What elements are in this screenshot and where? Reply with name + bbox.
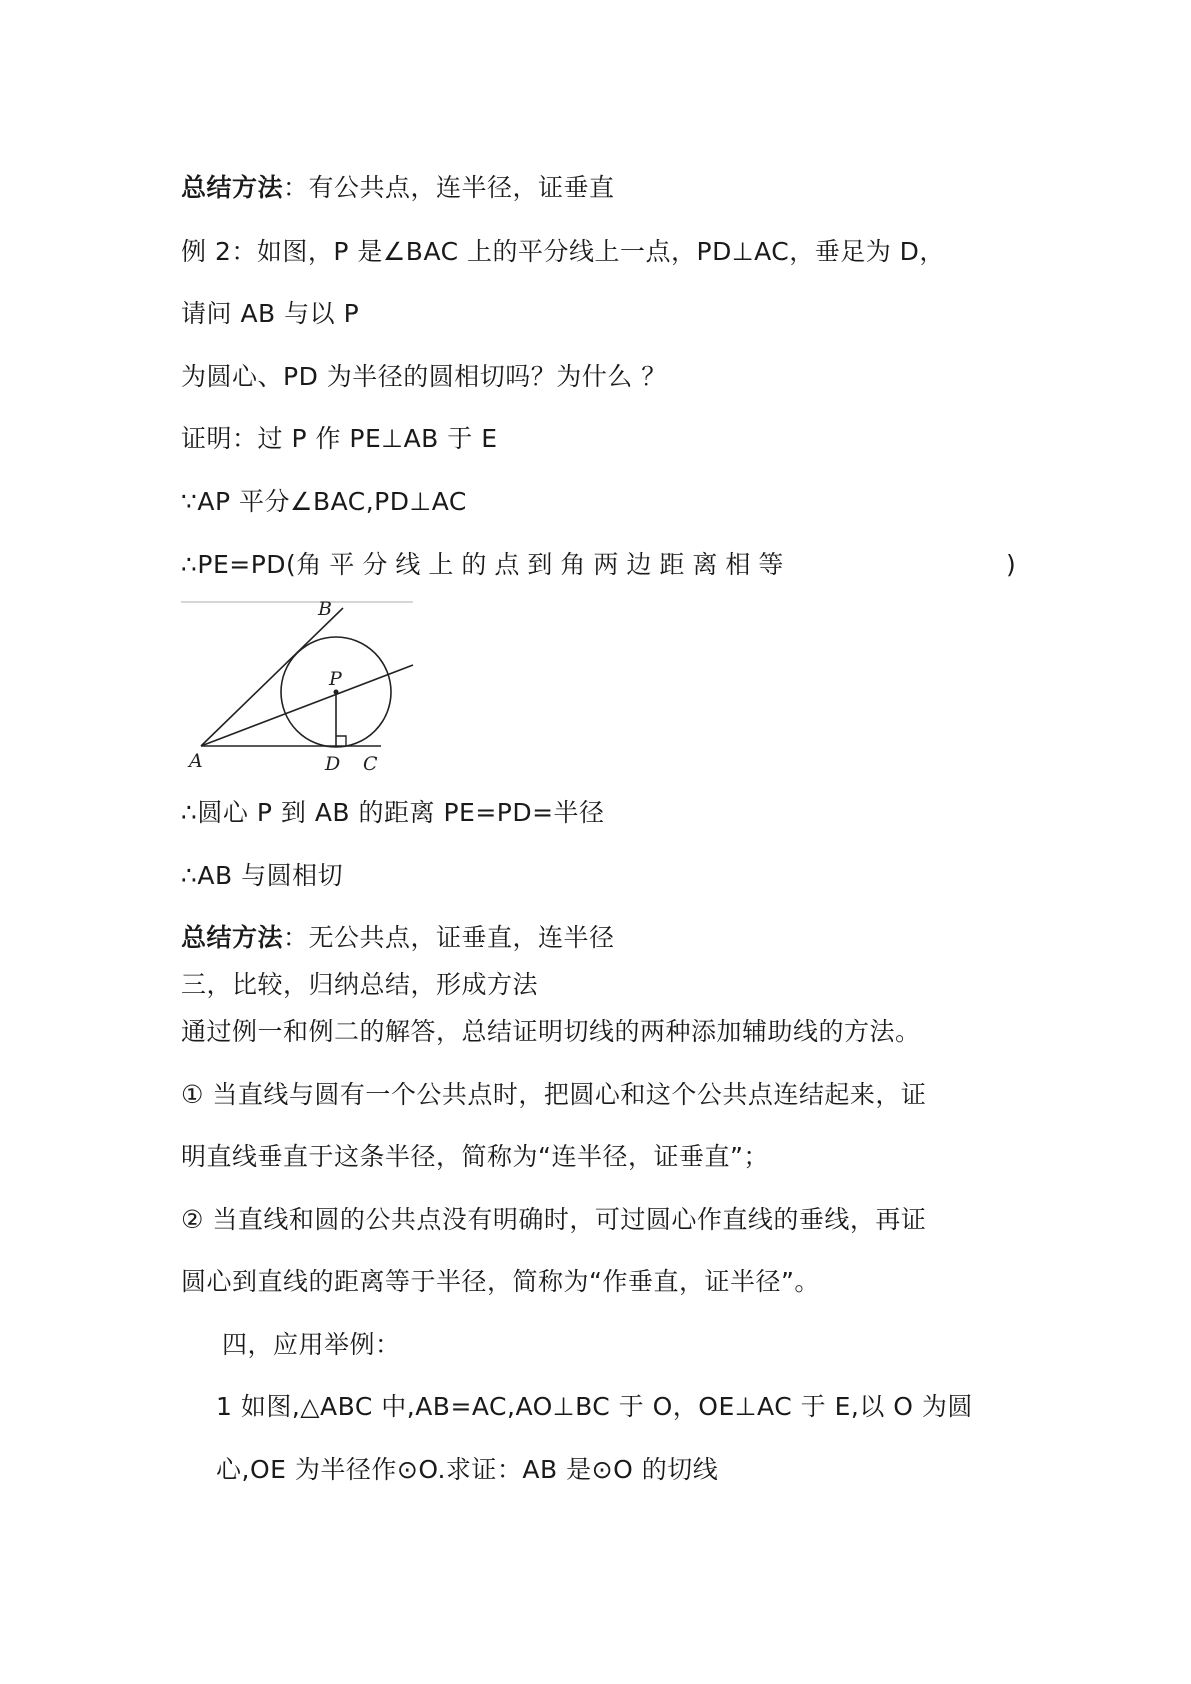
summary-label: 总结方法	[181, 923, 284, 952]
example-2-line-1: 例 2：如图，P 是∠BAC 上的平分线上一点，PD⊥AC，垂足为 D，	[181, 237, 945, 266]
example-2-line-3: 为圆心、PD 为半径的圆相切吗？为什么 ？	[181, 362, 667, 391]
label-c: C	[363, 753, 378, 775]
label-d: D	[325, 753, 341, 775]
label-b: B	[318, 598, 332, 620]
exercise-1-line-2: 心,OE 为半径作⊙O.求证：AB 是⊙O 的切线	[216, 1455, 719, 1484]
summary-method-1	[181, 172, 615, 204]
label-a: A	[189, 750, 203, 772]
proof-line-4: ∴圆心 P 到 AB 的距离 PE=PD=半径	[181, 798, 605, 827]
method-1-line-2: 明直线垂直于这条半径，简称为“连半径，证垂直”；	[181, 1142, 769, 1171]
ray-ab	[201, 608, 343, 746]
paragraph-intro: 通过例一和例二的解答，总结证明切线的两种添加辅助线的方法。	[181, 1017, 921, 1046]
proof-line-5: ∴AB 与圆相切	[181, 861, 344, 890]
label-p: P	[329, 668, 342, 690]
summary-method-2	[181, 922, 615, 954]
section-4-heading: 四，应用举例：	[222, 1330, 401, 1359]
exercise-1-line-1: 1 如图,△ABC 中,AB=AC,AO⊥BC 于 O，OE⊥AC 于 E,以 O 为圆	[216, 1392, 973, 1421]
proof-line-1: 证明：过 P 作 PE⊥AB 于 E	[181, 424, 498, 453]
method-2-line-1: ② 当直线和圆的公共点没有明确时，可过圆心作直线的垂线，再证	[181, 1205, 927, 1234]
summary-label: 总结方法	[181, 173, 284, 202]
summary-text: ：无公共点，证垂直，连半径	[283, 923, 615, 952]
proof-line-2: ∵AP 平分∠BAC,PD⊥AC	[181, 487, 467, 516]
method-1-line-1: ① 当直线与圆有一个公共点时，把圆心和这个公共点连结起来，证	[181, 1080, 927, 1109]
proof-line-3-start: ∴PE=PD(	[181, 550, 297, 579]
bisector-ap	[201, 665, 413, 746]
proof-line-3-close: )	[1006, 550, 1017, 579]
proof-line-3	[181, 549, 1017, 581]
proof-line-3-reason: 角平分线上的点到角两边距离相等	[296, 550, 792, 579]
method-2-line-2: 圆心到直线的距离等于半径，简称为“作垂直，证半径”。	[181, 1267, 820, 1296]
summary-text: ：有公共点，连半径，证垂直	[283, 173, 615, 202]
example-2-line-2: 请问 AB 与以 P	[181, 299, 360, 328]
geometry-figure	[181, 596, 421, 786]
section-3-heading: 三，比较，归纳总结，形成方法	[181, 970, 539, 999]
right-angle-mark	[336, 736, 346, 746]
point-p-dot	[334, 690, 339, 695]
